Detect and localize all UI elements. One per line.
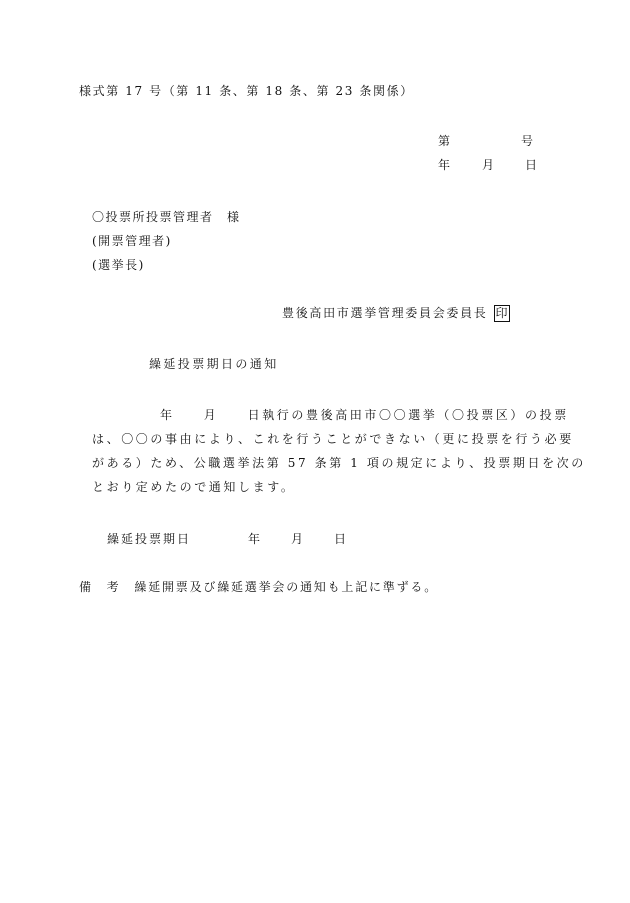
document-number-suffix: 号 xyxy=(520,134,535,148)
sender xyxy=(282,305,510,322)
recipient-line-3: (選挙長) xyxy=(92,258,145,272)
body-line-2: は、〇〇の事由により、これを行うことができない（更に投票を行う必要 xyxy=(92,432,574,446)
seal-mark: 印 xyxy=(495,306,508,320)
remarks xyxy=(79,579,438,595)
remarks-text: 繰延開票及び繰延選挙会の通知も上記に準ずる。 xyxy=(134,580,439,594)
recipient-line-1: 〇投票所投票管理者 様 xyxy=(92,210,241,224)
recipient-line-2: (開票管理者) xyxy=(92,234,172,248)
document-number-prefix: 第 xyxy=(438,134,453,148)
notice-body xyxy=(92,403,586,499)
deferred-voting-date-label: 繰延投票期日 xyxy=(107,532,192,546)
document-date-month: 月 xyxy=(482,158,495,172)
notice-title: 繰延投票期日の通知 xyxy=(149,357,279,371)
body-line-1: 年 月 日執行の豊後高田市〇〇選挙（〇投票区）の投票 xyxy=(160,408,569,422)
deferred-voting-date-day: 日 xyxy=(334,532,349,546)
remarks-label: 備 考 xyxy=(79,580,121,594)
deferred-voting-date-month: 月 xyxy=(291,532,306,546)
deferred-voting-date-year: 年 xyxy=(248,532,263,546)
sender-name: 豊後高田市選挙管理委員会委員長 xyxy=(282,306,488,320)
form-number: 様式第 17 号（第 11 条、第 18 条、第 23 条関係） xyxy=(79,84,414,98)
body-line-3: がある）ため、公職選挙法第 57 条第 1 項の規定により、投票期日を次の xyxy=(92,456,586,470)
document-date-year: 年 xyxy=(438,158,451,172)
document-date-day: 日 xyxy=(525,158,538,172)
body-line-4: とおり定めたので通知します。 xyxy=(92,480,296,494)
